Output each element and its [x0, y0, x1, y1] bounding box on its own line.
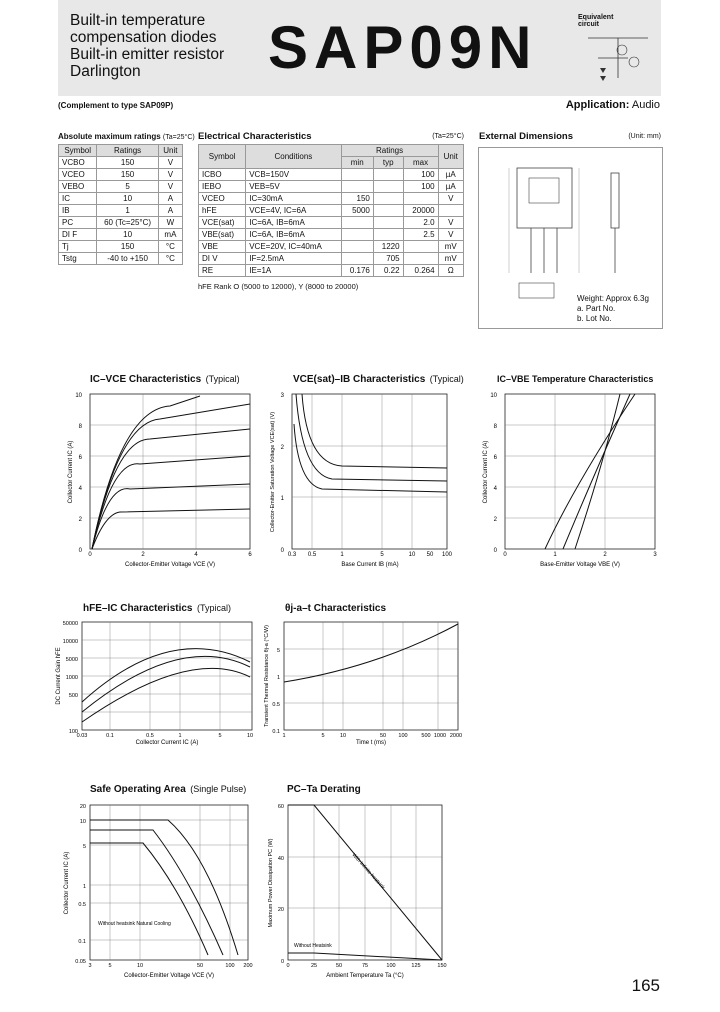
hfe-rank-note: hFE Rank O (5000 to 12000), Y (8000 to 20000) — [198, 282, 359, 291]
cell: IE=1A — [246, 265, 341, 277]
cell: IEBO — [199, 181, 246, 193]
desc-line: compensation diodes — [70, 29, 217, 46]
cell: Tj — [59, 241, 97, 253]
title: IC–VBE Temperature Characteristics — [497, 374, 654, 384]
external-dimensions — [478, 147, 663, 329]
abs-max-section — [58, 132, 195, 265]
table-row — [199, 229, 464, 241]
tick: 6 — [493, 455, 497, 461]
cell: DI V — [199, 253, 246, 265]
subtitle: (Typical) — [205, 374, 240, 384]
tick: 5000 — [65, 657, 78, 663]
tick: 100 — [386, 963, 396, 969]
tick: 100 — [441, 552, 453, 558]
cell: IC — [59, 193, 97, 205]
tick: 0.1 — [272, 729, 280, 735]
cell: °C — [158, 241, 182, 253]
tick: 6 — [78, 455, 82, 461]
tick: 0 — [493, 548, 497, 554]
cell: µA — [438, 169, 463, 181]
tick: 0.5 — [146, 733, 154, 739]
cell — [341, 229, 373, 241]
x-label: Collector Current IC (A) — [135, 740, 199, 746]
title: VCE(sat)–IB Characteristics — [293, 374, 426, 385]
abs-max-table — [58, 144, 183, 265]
cell: VCEO — [199, 193, 246, 205]
tick: 2 — [493, 517, 497, 523]
table-row — [59, 169, 183, 181]
col-header: Symbol — [59, 145, 97, 157]
part-number: SAP09N — [268, 14, 538, 81]
y-label: Transient Thermal Resistance θj-a (°C/W) — [264, 625, 270, 727]
table-row — [199, 193, 464, 205]
cell: 1 — [97, 205, 158, 217]
tick: 10 — [246, 733, 254, 739]
cell: VBE(sat) — [199, 229, 246, 241]
tick: 10 — [490, 393, 497, 399]
tick: 0 — [78, 548, 82, 554]
tick: 1000 — [65, 675, 78, 681]
tick: 125 — [411, 963, 421, 969]
cell: W — [158, 217, 182, 229]
cell — [403, 193, 438, 205]
chart-hfe — [50, 612, 265, 747]
tick: 1 — [82, 884, 86, 890]
table-row — [59, 241, 183, 253]
tick: 2 — [141, 552, 145, 558]
complement-note: (Complement to type SAP09P) — [58, 101, 174, 110]
tick: 1000 — [433, 733, 447, 739]
note-part: a. Part No. — [577, 304, 616, 313]
chart-theta — [258, 612, 468, 747]
chart-derating — [262, 795, 462, 980]
tick: 25 — [310, 963, 318, 969]
tick: 5 — [380, 552, 384, 558]
tick: 3 — [280, 393, 284, 399]
cell: 5000 — [341, 205, 373, 217]
cell: ICBO — [199, 169, 246, 181]
tick: 50 — [426, 552, 434, 558]
y-label: Collector Current IC (A) — [68, 440, 74, 504]
derating-note: Without Heatsink — [294, 943, 332, 949]
tick: 0.3 — [287, 552, 297, 558]
elec-cond: (Ta=25°C) — [432, 133, 464, 140]
table-row — [199, 181, 464, 193]
ratings-header: Ratings — [341, 145, 438, 157]
cell: 150 — [341, 193, 373, 205]
desc-line: Darlington — [70, 63, 141, 80]
tick: 0.5 — [307, 552, 317, 558]
equivalent-circuit — [578, 14, 660, 96]
title: IC–VCE Characteristics — [90, 374, 202, 385]
cell: 20000 — [403, 205, 438, 217]
tick: 1 — [553, 552, 557, 558]
tick: 5 — [108, 963, 112, 969]
cell: IB — [59, 205, 97, 217]
col-header: typ — [373, 157, 403, 169]
cell — [438, 205, 463, 217]
abs-max-title: Absolute maximum ratings — [58, 132, 161, 141]
tick: 75 — [361, 963, 369, 969]
x-label: Base-Emitter Voltage VBE (V) — [540, 562, 620, 568]
tick: 20 — [277, 907, 284, 913]
table-row — [59, 205, 183, 217]
cell: 0.176 — [341, 265, 373, 277]
subtitle: (Typical) — [429, 374, 464, 384]
cell: Tstg — [59, 253, 97, 265]
chart-icvce — [60, 384, 260, 569]
cell: A — [158, 193, 182, 205]
cell: 2.0 — [403, 217, 438, 229]
cell — [341, 253, 373, 265]
tick: 10 — [339, 733, 347, 739]
weight: Weight: Approx 6.3g — [577, 294, 649, 303]
col-header: Conditions — [246, 145, 341, 169]
cell: mA — [158, 229, 182, 241]
cell: 2.5 — [403, 229, 438, 241]
tick: 50 — [335, 963, 343, 969]
cell: IC=6A, IB=6mA — [246, 229, 341, 241]
tick: 4 — [493, 486, 497, 492]
cell: V — [158, 169, 182, 181]
cell — [373, 169, 403, 181]
tick: 100 — [225, 963, 235, 969]
tick: 0 — [280, 548, 284, 554]
tick: 1 — [280, 496, 284, 502]
tick: 10000 — [62, 639, 78, 645]
cell: 0.22 — [373, 265, 403, 277]
tick: 8 — [78, 424, 82, 430]
cell: 150 — [97, 241, 158, 253]
equiv-label: Equivalent circuit — [578, 14, 614, 28]
elec-section — [198, 131, 464, 291]
note-lot: b. Lot No. — [577, 314, 612, 323]
cell: 60 (Tc=25°C) — [97, 217, 158, 229]
cell: VCE=20V, IC=40mA — [246, 241, 341, 253]
elec-title: Electrical Characteristics — [198, 131, 312, 142]
tick: 4 — [78, 486, 82, 492]
chart-soa — [58, 795, 263, 980]
application — [566, 99, 660, 111]
tick: 0 — [503, 552, 507, 558]
tick: 8 — [493, 424, 497, 430]
ext-dim-header — [479, 131, 661, 142]
table-row — [199, 241, 464, 253]
tick: 0.03 — [76, 733, 88, 739]
title: PC–Ta Derating — [287, 784, 361, 795]
tick: 4 — [194, 552, 198, 558]
ext-dim-title: External Dimensions — [479, 131, 573, 142]
cell: IF=2.5mA — [246, 253, 341, 265]
y-label: Maximum Power Dissipation PC (W) — [268, 838, 274, 928]
table-row — [199, 169, 464, 181]
tick: 1 — [178, 733, 182, 739]
chart-icvbe — [475, 384, 665, 569]
x-label: Base Current IB (mA) — [341, 562, 399, 568]
y-label: Collector Current IC (A) — [64, 851, 70, 915]
y-label: Collector Current IC (A) — [483, 440, 489, 504]
tick: 2 — [280, 445, 284, 451]
table-row — [59, 157, 183, 169]
x-label: Time t (ms) — [355, 740, 387, 746]
cell: V — [438, 229, 463, 241]
tick: 0 — [280, 959, 284, 965]
tick: 50 — [379, 733, 387, 739]
cell — [373, 205, 403, 217]
cell: mV — [438, 241, 463, 253]
cell: PC — [59, 217, 97, 229]
cell: V — [438, 193, 463, 205]
table-row — [59, 181, 183, 193]
tick: 0.1 — [106, 733, 114, 739]
cell: 10 — [97, 193, 158, 205]
tick: 10 — [408, 552, 416, 558]
tick: 10 — [75, 393, 82, 399]
table-row — [199, 265, 464, 277]
cell: RE — [199, 265, 246, 277]
application-label: Application: — [565, 99, 630, 111]
tick: 100 — [398, 733, 408, 739]
tick: 100 — [68, 729, 78, 735]
tick: 5 — [82, 844, 86, 850]
tick: 50000 — [62, 621, 78, 627]
tick: 500 — [421, 733, 431, 739]
soa-note: Without heatsink Natural Cooling — [98, 921, 171, 927]
cell — [403, 253, 438, 265]
cell: VBE — [199, 241, 246, 253]
x-label: Collector-Emitter Voltage VCE (V) — [124, 562, 216, 568]
cell — [373, 217, 403, 229]
cell: V — [158, 157, 182, 169]
title: Safe Operating Area — [90, 784, 186, 795]
cell: VCBO — [59, 157, 97, 169]
title: θj-a–t Characteristics — [285, 603, 387, 614]
tick: 2 — [78, 517, 82, 523]
cell — [373, 193, 403, 205]
cell: VEB=5V — [246, 181, 341, 193]
cell: 100 — [403, 181, 438, 193]
tick: 1 — [276, 675, 280, 681]
cell: 5 — [97, 181, 158, 193]
cell: V — [158, 181, 182, 193]
page-number: 165 — [631, 976, 660, 995]
table-row — [199, 217, 464, 229]
cell: VCE(sat) — [199, 217, 246, 229]
cell — [373, 181, 403, 193]
tick: 3 — [653, 552, 657, 558]
col-header: min — [341, 157, 373, 169]
title: hFE–IC Characteristics — [83, 603, 193, 614]
chart-vcesat — [262, 384, 462, 569]
tick: 0.05 — [75, 959, 86, 965]
col-header: Symbol — [199, 145, 246, 169]
tick: 20 — [79, 804, 86, 810]
cell: IC=30mA — [246, 193, 341, 205]
application-value: Audio — [631, 99, 660, 111]
y-label: DC Current Gain hFE — [56, 647, 62, 705]
tick: 2 — [603, 552, 607, 558]
cell: DI F — [59, 229, 97, 241]
tick: 0 — [88, 552, 92, 558]
desc-line: Built-in temperature — [70, 12, 206, 29]
cell: 150 — [97, 157, 158, 169]
abs-max-cond: (Ta=25°C) — [162, 134, 195, 141]
cell: V — [438, 217, 463, 229]
cell: -40 to +150 — [97, 253, 158, 265]
cell: °C — [158, 253, 182, 265]
tick: 10 — [79, 819, 86, 825]
cell: 10 — [97, 229, 158, 241]
x-label: Collector-Emitter Voltage VCE (V) — [123, 973, 215, 979]
product-description — [70, 12, 224, 80]
tick: 1 — [282, 733, 286, 739]
cell — [341, 169, 373, 181]
col-header: max — [403, 157, 438, 169]
cell: IC=6A, IB=6mA — [246, 217, 341, 229]
cell: hFE — [199, 205, 246, 217]
elec-table — [198, 144, 464, 277]
tick: 150 — [437, 963, 447, 969]
cell: µA — [438, 181, 463, 193]
derating-note: With Infinite heatsink — [350, 852, 386, 891]
tick: 2000 — [449, 733, 463, 739]
col-header: Unit — [438, 145, 463, 169]
table-row — [59, 253, 183, 265]
tick: 6 — [248, 552, 252, 558]
cell: 100 — [403, 169, 438, 181]
table-row — [59, 229, 183, 241]
tick: 0.1 — [78, 939, 86, 945]
cell: 150 — [97, 169, 158, 181]
cell: VEBO — [59, 181, 97, 193]
tick: 10 — [136, 963, 144, 969]
cell: VCEO — [59, 169, 97, 181]
cell: mV — [438, 253, 463, 265]
tick: 5 — [276, 648, 280, 654]
cell — [341, 217, 373, 229]
cell: 1220 — [373, 241, 403, 253]
tick: 50 — [196, 963, 204, 969]
subtitle: (Typical) — [196, 603, 231, 613]
tick: 0 — [286, 963, 290, 969]
tick: 0.5 — [78, 902, 86, 908]
cell — [341, 181, 373, 193]
cell: VCB=150V — [246, 169, 341, 181]
circuit-diagram — [578, 28, 660, 88]
tick: 0.5 — [272, 702, 280, 708]
subtitle: (Single Pulse) — [190, 784, 247, 794]
tick: 5 — [321, 733, 325, 739]
table-row — [59, 217, 183, 229]
table-row — [59, 193, 183, 205]
tick: 1 — [340, 552, 344, 558]
table-row — [199, 253, 464, 265]
cell — [403, 241, 438, 253]
cell: VCE=4V, IC=6A — [246, 205, 341, 217]
table-row — [199, 205, 464, 217]
tick: 500 — [68, 693, 78, 699]
cell: 0.264 — [403, 265, 438, 277]
tick: 5 — [218, 733, 222, 739]
cell: Ω — [438, 265, 463, 277]
col-header: Ratings — [97, 145, 158, 157]
cell: A — [158, 205, 182, 217]
col-header: Unit — [158, 145, 182, 157]
tick: 200 — [243, 963, 253, 969]
cell: 705 — [373, 253, 403, 265]
cell — [373, 229, 403, 241]
ext-dim-unit: (Unit: mm) — [628, 133, 661, 140]
tick: 60 — [277, 804, 284, 810]
cell — [341, 241, 373, 253]
tick: 40 — [277, 856, 284, 862]
y-label: Collector-Emitter Saturation Voltage VCE(sat) (V) — [270, 411, 276, 533]
x-label: Ambient Temperature Ta (°C) — [326, 973, 404, 979]
desc-line: Built-in emitter resistor — [70, 46, 225, 63]
tick: 3 — [88, 963, 92, 969]
